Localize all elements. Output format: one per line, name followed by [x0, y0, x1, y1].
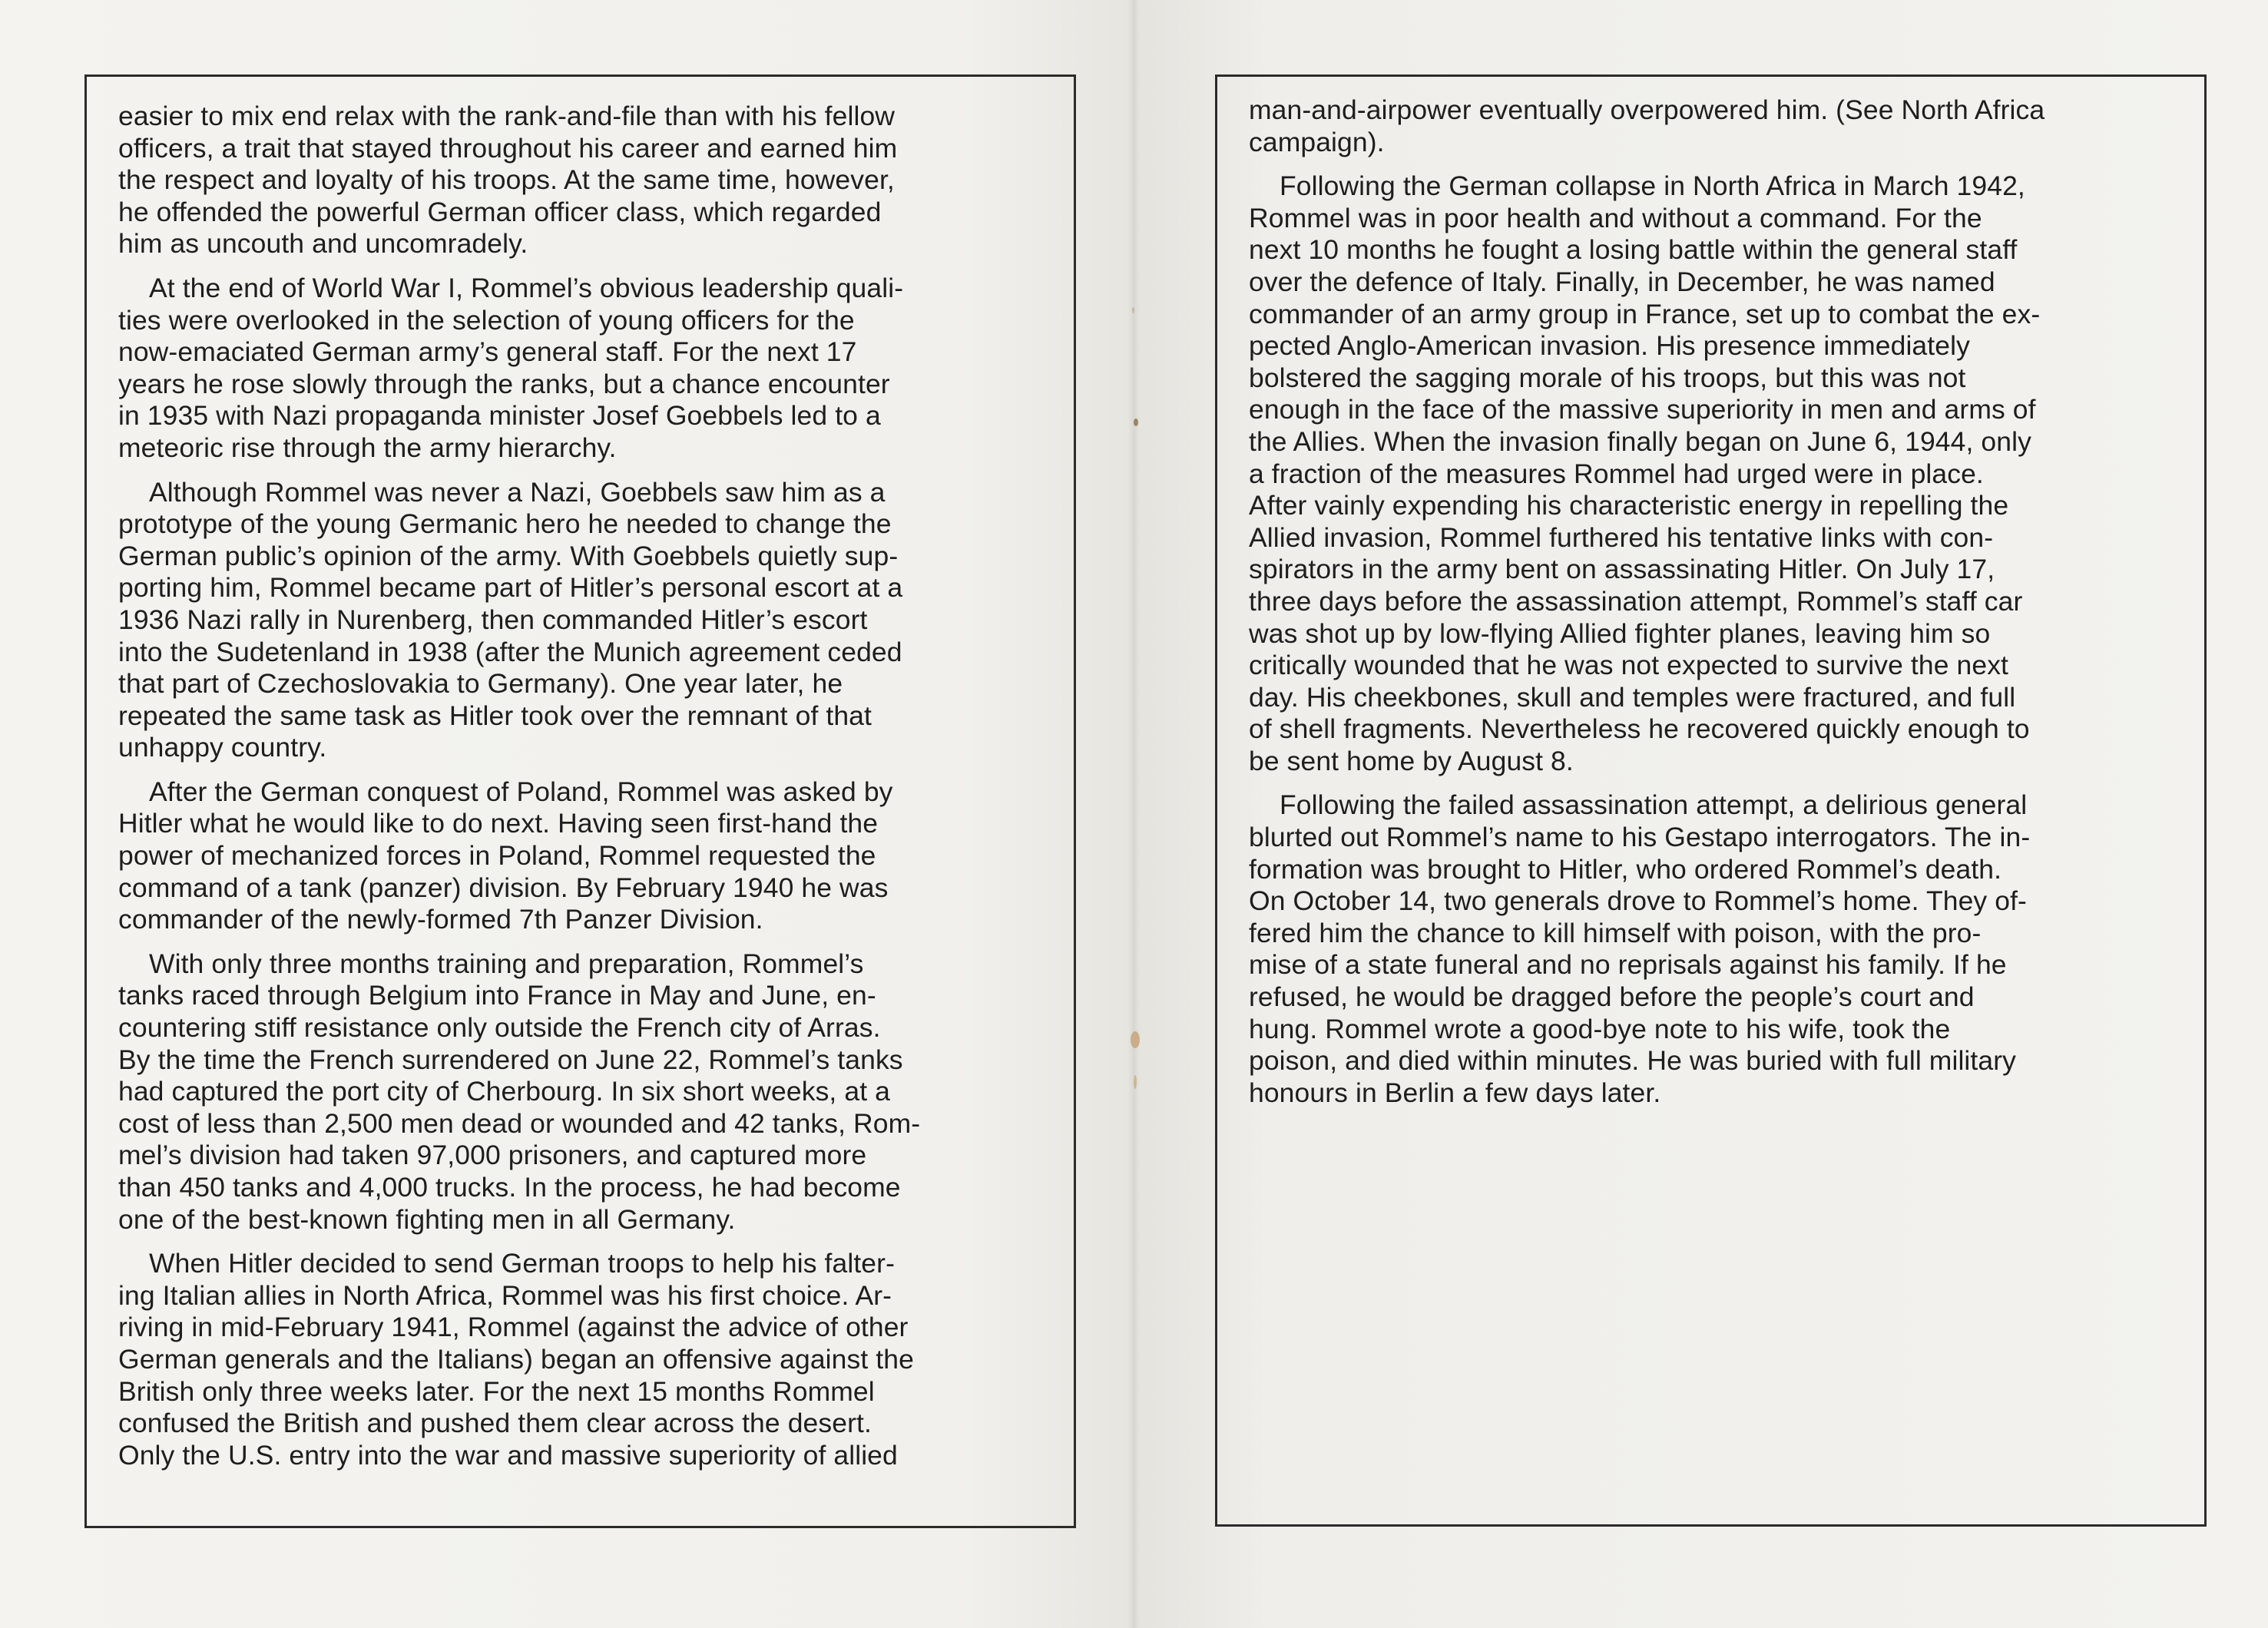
text-line: Although Rommel was never a Nazi, Goebbels saw him as a	[149, 476, 886, 508]
text-line: German public’s opinion of the army. With Goebbels quietly sup-	[118, 540, 899, 571]
text-line: When Hitler decided to send German troops to help his falter-	[149, 1248, 895, 1279]
text-line: countering stiff resistance only outside the French city of Arras.	[118, 1012, 881, 1044]
text-line: a fraction of the measures Rommel had urged were in place.	[1249, 458, 1984, 489]
text-line: honours in Berlin a few days later.	[1249, 1077, 1661, 1108]
text-line: 1936 Nazi rally in Nurenberg, then commanded Hitler’s escort	[118, 604, 868, 635]
paper-stain	[1132, 307, 1134, 313]
text-line: hung. Rommel wrote a good-bye note to his wife, took the	[1249, 1013, 1951, 1044]
text-line: had captured the port city of Cherbourg. In six short weeks, at a	[118, 1076, 890, 1107]
text-line: spirators in the army bent on assassinating Hitler. On July 17,	[1249, 554, 1995, 585]
text-line: With only three months training and preparation, Rommel’s	[149, 948, 864, 979]
text-line: poison, and died within minutes. He was buried with full military	[1249, 1045, 2016, 1077]
text-line: in 1935 with Nazi propaganda minister Josef Goebbels led to a	[118, 400, 881, 432]
text-line: the Allies. When the invasion finally began on June 6, 1944, only	[1249, 425, 2031, 457]
text-line: officers, a trait that stayed throughout his career and earned him	[118, 132, 898, 164]
left-page-text	[118, 101, 1048, 1484]
center-fold	[1127, 0, 1140, 1628]
text-line: confused the British and pushed them clear across the desert.	[118, 1408, 872, 1439]
text-line: formation was brought to Hitler, who ordered Rommel’s death.	[1249, 853, 2002, 885]
text-line: Only the U.S. entry into the war and massive superiority of allied	[118, 1439, 898, 1471]
text-line: At the end of World War I, Rommel’s obvious leadership quali-	[149, 272, 904, 303]
text-line: critically wounded that he was not expected to survive the next	[1249, 650, 2009, 681]
text-line: man-and-airpower eventually overpowered him. (See North Africa	[1249, 94, 2045, 125]
text-line: power of mechanized forces in Poland, Rommel requested the	[118, 840, 876, 872]
paragraph	[118, 1248, 1048, 1471]
text-line: refused, he would be dragged before the people’s court and	[1249, 981, 1975, 1013]
text-line: now-emaciated German army’s general staff. For the next 17	[118, 336, 857, 368]
text-line: British only three weeks later. For the next 15 months Rommel	[118, 1375, 875, 1407]
text-line: one of the best-known fighting men in all Germany.	[118, 1203, 736, 1235]
text-line: Hitler what he would like to do next. Having seen first-hand the	[118, 808, 879, 839]
text-line: On October 14, two generals drove to Rommel’s home. They of-	[1249, 885, 2027, 917]
text-line: Following the German collapse in North Africa in March 1942,	[1280, 170, 2025, 202]
text-line: commander of an army group in France, set up to combat the ex-	[1249, 298, 2041, 329]
paragraph	[1249, 789, 2178, 1109]
text-line: was shot up by low-flying Allied fighter planes, leaving him so	[1249, 617, 1991, 649]
text-line: command of a tank (panzer) division. By February 1940 he was	[118, 872, 889, 903]
text-line: mise of a state funeral and no reprisals against his family. If he	[1249, 949, 2007, 981]
text-line: By the time the French surrendered on June 22, Rommel’s tanks	[118, 1044, 903, 1075]
text-line: into the Sudetenland in 1938 (after the Munich agreement ceded	[118, 636, 902, 667]
text-line: Following the failed assassination attempt, a delirious general	[1280, 789, 2028, 821]
text-line: porting him, Rommel became part of Hitler’s personal escort at a	[118, 572, 903, 604]
paper-stain	[1134, 1075, 1137, 1089]
text-line: cost of less than 2,500 men dead or wounded and 42 tanks, Rom-	[118, 1107, 921, 1139]
text-line: German generals and the Italians) began an offensive against the	[118, 1343, 914, 1375]
text-line: bolstered the sagging morale of his troops, but this was not	[1249, 362, 1966, 393]
text-line: next 10 months he fought a losing battle within the general staff	[1249, 234, 2018, 266]
text-line: three days before the assassination attempt, Rommel’s staff car	[1249, 585, 2023, 617]
text-line: of shell fragments. Nevertheless he recovered quickly enough to	[1249, 713, 2030, 745]
text-line: mel’s division had taken 97,000 prisoners, and captured more	[118, 1140, 867, 1171]
text-line: unhappy country.	[118, 732, 327, 763]
text-line: blurted out Rommel’s name to his Gestapo interrogators. The in-	[1249, 822, 2031, 853]
text-line: Allied invasion, Rommel furthered his tentative links with con-	[1249, 521, 1994, 553]
text-line: than 450 tanks and 4,000 trucks. In the process, he had become	[118, 1172, 901, 1203]
paragraph	[118, 948, 1048, 1236]
right-page-text	[1249, 94, 2178, 1121]
text-line: enough in the face of the massive superiority in men and arms of	[1249, 394, 2036, 425]
text-line: he offended the powerful German officer class, which regarded	[118, 196, 882, 227]
paragraph	[118, 101, 1048, 260]
text-line: ties were overlooked in the selection of young officers for the	[118, 304, 855, 336]
text-line: prototype of the young Germanic hero he needed to change the	[118, 508, 892, 540]
paragraph	[118, 776, 1048, 936]
text-line: meteoric rise through the army hierarchy.	[118, 432, 617, 463]
text-line: commander of the newly-formed 7th Panzer Division.	[118, 904, 763, 935]
paper-stain	[1134, 419, 1138, 426]
text-line: repeated the same task as Hitler took over the remnant of that	[118, 700, 872, 731]
paper-stain	[1131, 1031, 1140, 1048]
text-line: fered him the chance to kill himself with poison, with the pro-	[1249, 917, 1982, 948]
text-line: easier to mix end relax with the rank-and-file than with his fellow	[118, 101, 896, 131]
text-line: Rommel was in poor health and without a command. For the	[1249, 202, 1982, 233]
text-line: him as uncouth and uncomradely.	[118, 228, 528, 260]
paragraph	[1249, 94, 2178, 158]
text-line: tanks raced through Belgium into France in May and June, en-	[118, 980, 876, 1011]
paragraph	[118, 477, 1048, 764]
text-line: campaign).	[1249, 126, 1385, 157]
text-line: be sent home by August 8.	[1249, 745, 1574, 776]
paragraph	[1249, 170, 2178, 777]
text-line: day. His cheekbones, skull and temples were fractured, and full	[1249, 681, 2016, 713]
text-line: that part of Czechoslovakia to Germany). One year later, he	[118, 668, 843, 700]
text-line: over the defence of Italy. Finally, in December, he was named	[1249, 266, 1995, 297]
text-line: ing Italian allies in North Africa, Rommel was his first choice. Ar-	[118, 1279, 892, 1311]
paragraph	[118, 273, 1048, 465]
text-line: the respect and loyalty of his troops. At the same time, however,	[118, 164, 895, 196]
text-line: pected Anglo-American invasion. His presence immediately	[1249, 330, 1970, 362]
text-line: years he rose slowly through the ranks, but a chance encounter	[118, 368, 890, 399]
text-line: After the German conquest of Poland, Rommel was asked by	[149, 776, 893, 807]
text-line: riving in mid-February 1941, Rommel (against the advice of other	[118, 1312, 909, 1343]
text-line: After vainly expending his characteristic energy in repelling the	[1249, 490, 2009, 521]
